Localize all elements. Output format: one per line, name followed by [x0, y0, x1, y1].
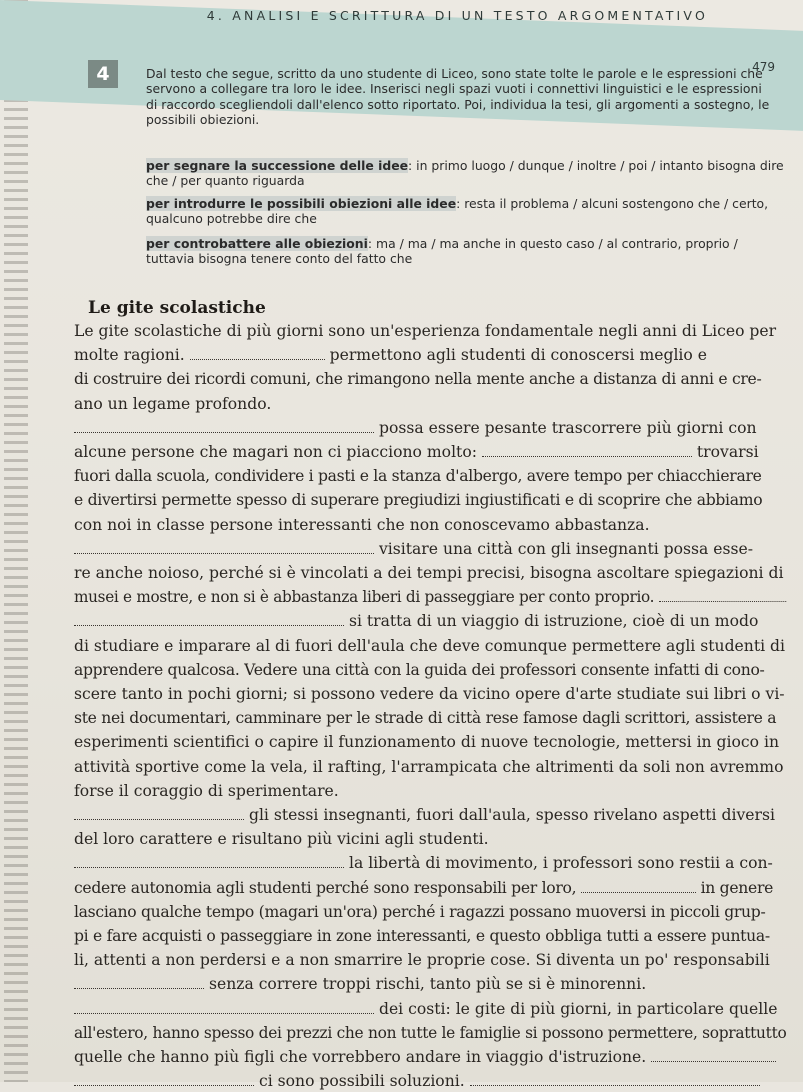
- fill-in-blank[interactable]: [470, 1070, 760, 1086]
- essay-text: la libertà di movimento, i professori sono restii a con-: [344, 854, 773, 873]
- essay-line: [74, 659, 784, 681]
- essay-text: Le gite scolastiche di più giorni sono un'esperienza fondamentale negli anni di Liceo per: [74, 322, 777, 340]
- exercise-number: 4: [88, 60, 118, 88]
- essay-line: [74, 683, 784, 705]
- essay-line: [74, 344, 784, 366]
- essay-line: [74, 393, 784, 415]
- essay-text: possa essere pesante trascorrere più giorni con: [374, 418, 757, 437]
- fill-in-blank[interactable]: [74, 417, 374, 433]
- fill-in-blank[interactable]: [74, 804, 244, 820]
- essay-text: e divertirsi permette spesso di superare pregiudizi ingiustificati e di scoprire che abbiamo: [74, 491, 763, 510]
- essay-line: [74, 998, 784, 1020]
- fill-in-blank[interactable]: [651, 1046, 776, 1062]
- essay-text: alcune persone che magari non ci piacciono molto:: [74, 443, 482, 461]
- essay-line: [74, 610, 784, 632]
- essay-text: li, attenti a non perdersi e a non smarrire le proprie cose. Si diventa un po' responsabili: [74, 951, 770, 970]
- fill-in-blank[interactable]: [74, 998, 374, 1014]
- essay-line: [74, 925, 784, 947]
- essay-title: Le gite scolastiche: [88, 298, 266, 318]
- essay-line: [74, 441, 784, 463]
- essay-text: ci sono possibili soluzioni.: [254, 1072, 470, 1091]
- essay-line: [74, 465, 784, 487]
- essay-line: [74, 877, 784, 899]
- essay-text: si tratta di un viaggio di istruzione, cioè di un modo: [344, 612, 759, 631]
- fill-in-blank[interactable]: [74, 538, 374, 554]
- essay-text: fuori dalla scuola, condividere i pasti e la stanza d'albergo, avere tempo per chiacchierare: [74, 467, 762, 486]
- essay-text: forse il coraggio di sperimentare.: [74, 781, 339, 800]
- essay-line: [74, 1046, 784, 1068]
- category-succession: per segnare la successione delle idee: in primo luogo / dunque / inoltre / poi / intanto bisogna dire che / per quanto riguarda: [146, 158, 784, 189]
- category-label: per controbattere alle obiezioni: [146, 236, 368, 251]
- essay-line: [74, 417, 784, 439]
- fill-in-blank[interactable]: [482, 441, 692, 457]
- essay-text: musei e mostre, e non si è abbastanza liberi di passeggiare per conto proprio.: [74, 588, 659, 607]
- category-label: per segnare la successione delle idee: [146, 158, 409, 173]
- essay-text: con noi in classe persone interessanti che non conoscevamo abbastanza.: [74, 515, 650, 534]
- essay-text: di costruire dei ricordi comuni, che rimangono nella mente anche a distanza di anni e cre-: [74, 370, 762, 389]
- fill-in-blank[interactable]: [74, 610, 344, 626]
- chapter-title: 4. ANALISI E SCRITTURA DI UN TESTO ARGOMENTATIVO: [206, 8, 708, 23]
- essay-text: visitare una città con gli insegnanti possa esse-: [374, 539, 754, 558]
- category-items: resta il problema / alcuni sostengono che / certo, qualcuno potrebbe dire che: [146, 196, 769, 227]
- essay-line: [74, 635, 784, 657]
- essay-text: re anche noioso, perché si è vincolati a dei tempi precisi, bisogna ascoltare spiegazioni di: [74, 564, 784, 582]
- category-objections: per introdurre le possibili obiezioni alle idee: resta il problema / alcuni sostengono che / certo, qualcuno potrebbe dire che: [146, 196, 769, 227]
- essay-line: [74, 852, 784, 874]
- essay-text: all'estero, hanno spesso dei prezzi che non tutte le famiglie si possono permettere, soprattutto: [74, 1023, 787, 1042]
- essay-line: [74, 804, 784, 826]
- essay-text: gli stessi insegnanti, fuori dall'aula, spesso rivelano aspetti diversi: [244, 806, 775, 824]
- essay-text: lasciano qualche tempo (magari un'ora) perché i ragazzi possano muoversi in piccoli grup-: [74, 902, 766, 921]
- category-items: in primo luogo / dunque / inoltre / poi / intanto bisogna dire che / per quanto riguarda: [146, 158, 784, 189]
- fill-in-blank[interactable]: [581, 877, 696, 893]
- category-label: per introdurre le possibili obiezioni alle idee: [146, 196, 457, 211]
- essay-line: [74, 780, 784, 802]
- essay-text: esperimenti scientifici o capire il funzionamento di nuove tecnologie, mettersi in gioco in: [74, 733, 780, 752]
- essay-text: ano un legame profondo.: [74, 394, 272, 413]
- essay-text: dei costi: le gite di più giorni, in particolare quelle: [374, 999, 778, 1018]
- essay-line: [74, 514, 784, 536]
- category-items: ma / ma / ma anche in questo caso / al contrario, proprio / tuttavia bisogna tenere conto del fatto che: [146, 236, 738, 267]
- essay-text: di studiare e imparare al di fuori dell'aula che deve comunque permettere agli studenti di: [74, 636, 786, 655]
- essay-line: [74, 828, 784, 850]
- essay-text: molte ragioni.: [74, 346, 190, 365]
- essay-text: ste nei documentari, camminare per le strade di città rese famose dagli scrittori, assistere a: [74, 709, 777, 728]
- essay-line: [74, 901, 784, 923]
- essay-line: [74, 320, 784, 342]
- essay-text: cedere autonomia agli studenti perché sono responsabili per loro,: [74, 878, 581, 897]
- essay-line: [74, 538, 784, 560]
- essay-text: senza correre troppi rischi, tanto più se si è minorenni.: [204, 975, 647, 994]
- essay-text: scere tanto in pochi giorni; si possono vedere da vicino opere d'arte studiate sui libri o vi-: [74, 685, 785, 703]
- essay-line: [74, 562, 784, 584]
- essay-text: quelle che hanno più figli che vorrebbero andare in viaggio d'istruzione.: [74, 1048, 652, 1066]
- category-counter: per controbattere alle obiezioni: ma / ma / ma anche in questo caso / al contrario, proprio / tuttavia bisogna tenere conto del fatto che: [146, 236, 738, 267]
- essay-text: permettono agli studenti di conoscersi meglio e: [324, 346, 707, 365]
- fill-in-blank[interactable]: [659, 586, 786, 602]
- fill-in-blank[interactable]: [190, 344, 325, 360]
- essay-text: pi e fare acquisti o passeggiare in zone interessanti, e questo obbliga tutti a essere puntua-: [74, 927, 770, 945]
- essay-text: del loro carattere e risultano più vicini agli studenti.: [74, 830, 489, 849]
- essay-line: [74, 949, 784, 971]
- essay-text: apprendere qualcosa. Vedere una città con la guida dei professori consente infatti di cono-: [74, 660, 765, 679]
- fill-in-blank[interactable]: [74, 1070, 254, 1086]
- page-number: 479: [752, 60, 775, 74]
- exercise-instructions: Dal testo che segue, scritto da uno studente di Liceo, sono state tolte le parole e le espressioni che servono a collegare tra loro le idee. Inserisci negli spazi vuoti i connettivi linguistici e le espressioni di raccordo scegliendoli dall'elenco sotto riportato. Poi, individua la tesi, gli argomenti a sostegno, le possibili obiezioni.: [146, 66, 770, 128]
- essay-line: [74, 586, 768, 608]
- fill-in-blank[interactable]: [74, 852, 344, 868]
- essay-line: [74, 1070, 784, 1092]
- essay-line: [74, 731, 784, 753]
- essay-text: attività sportive come la vela, il rafting, l'arrampicata che altrimenti da soli non avremmo: [74, 757, 784, 776]
- binding-edge: [4, 0, 28, 1082]
- essay-line: [74, 707, 784, 729]
- essay-line: [74, 368, 784, 390]
- fill-in-blank[interactable]: [74, 973, 204, 989]
- essay-text: trovarsi: [691, 443, 759, 461]
- essay-text: in genere: [695, 878, 774, 897]
- essay-line: [74, 1022, 787, 1044]
- essay-line: [74, 489, 784, 511]
- essay-line: [74, 756, 784, 778]
- essay-line: [74, 973, 784, 995]
